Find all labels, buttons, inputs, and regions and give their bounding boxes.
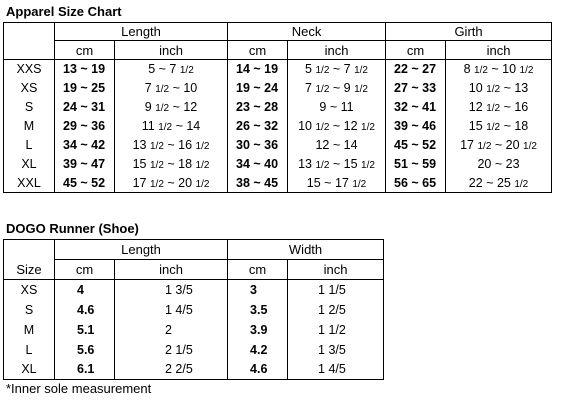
length-inch-header: inch bbox=[115, 41, 228, 60]
table-row bbox=[4, 136, 552, 155]
shoe-length-cm-value: 4 bbox=[55, 280, 115, 300]
neck-cm-value: 38 ~ 45 bbox=[228, 174, 288, 193]
shoe-width-inch-value: 1 2/5 bbox=[288, 300, 384, 320]
girth-cm-value: 39 ~ 46 bbox=[386, 117, 446, 136]
neck-cm-value: 30 ~ 36 bbox=[228, 136, 288, 155]
neck-cm-value: 14 ~ 19 bbox=[228, 60, 288, 79]
length-cm-value: 13 ~ 19 bbox=[55, 60, 115, 79]
length-cm-value: 34 ~ 42 bbox=[55, 136, 115, 155]
neck-inch-header: inch bbox=[288, 41, 386, 60]
shoe-width-cm-header: cm bbox=[228, 260, 288, 280]
length-cm-value: 39 ~ 47 bbox=[55, 155, 115, 174]
neck-inch-value: 9 ~ 11 bbox=[288, 98, 386, 117]
table-row bbox=[4, 155, 552, 174]
table-row bbox=[4, 60, 552, 79]
length-inch-value: 13 1/2 ~ 16 1/2 bbox=[115, 136, 228, 155]
size-label: XL bbox=[4, 360, 55, 380]
length-cm-header: cm bbox=[55, 41, 115, 60]
size-label: XL bbox=[4, 155, 55, 174]
length-inch-value: 17 1/2 ~ 20 1/2 bbox=[115, 174, 228, 193]
size-header-cell bbox=[4, 240, 55, 260]
girth-cm-value: 56 ~ 65 bbox=[386, 174, 446, 193]
length-inch-value: 5 ~ 7 1/2 bbox=[115, 60, 228, 79]
shoe-width-cm-value: 3 bbox=[228, 280, 288, 300]
shoe-length-group-header: Length bbox=[55, 240, 228, 260]
shoe-length-cm-value: 6.1 bbox=[55, 360, 115, 380]
table-row bbox=[4, 280, 384, 300]
table-row bbox=[4, 79, 552, 98]
length-inch-value: 9 1/2 ~ 12 bbox=[115, 98, 228, 117]
shoe-width-cm-value: 4.2 bbox=[228, 340, 288, 360]
shoe-length-cm-header: cm bbox=[55, 260, 115, 280]
shoe-width-inch-value: 1 1/5 bbox=[288, 280, 384, 300]
size-label: XXS bbox=[4, 60, 55, 79]
neck-group-header: Neck bbox=[228, 23, 386, 41]
shoe-width-cm-value: 3.5 bbox=[228, 300, 288, 320]
shoe-length-inch-value: 2 bbox=[115, 320, 228, 340]
girth-inch-value: 17 1/2 ~ 20 1/2 bbox=[446, 136, 552, 155]
shoe-length-inch-value: 2 2/5 bbox=[115, 360, 228, 380]
neck-inch-value: 5 1/2 ~ 7 1/2 bbox=[288, 60, 386, 79]
girth-cm-value: 27 ~ 33 bbox=[386, 79, 446, 98]
size-label: L bbox=[4, 136, 55, 155]
size-label: XS bbox=[4, 79, 55, 98]
neck-cm-value: 23 ~ 28 bbox=[228, 98, 288, 117]
shoe-size-table bbox=[3, 239, 384, 380]
girth-inch-value: 15 1/2 ~ 18 bbox=[446, 117, 552, 136]
neck-cm-header: cm bbox=[228, 41, 288, 60]
table-row bbox=[4, 300, 384, 320]
size-label: S bbox=[4, 300, 55, 320]
size-label: XXL bbox=[4, 174, 55, 193]
apparel-chart-title: Apparel Size Chart bbox=[6, 4, 122, 19]
shoe-width-group-header: Width bbox=[228, 240, 384, 260]
girth-cm-value: 45 ~ 52 bbox=[386, 136, 446, 155]
shoe-width-cm-value: 3.9 bbox=[228, 320, 288, 340]
shoe-length-inch-value: 2 1/5 bbox=[115, 340, 228, 360]
length-group-header: Length bbox=[55, 23, 228, 41]
shoe-width-inch-value: 1 1/2 bbox=[288, 320, 384, 340]
length-cm-value: 24 ~ 31 bbox=[55, 98, 115, 117]
neck-inch-value: 10 1/2 ~ 12 1/2 bbox=[288, 117, 386, 136]
table-row bbox=[4, 117, 552, 136]
girth-cm-header: cm bbox=[386, 41, 446, 60]
shoe-length-inch-value: 1 4/5 bbox=[115, 300, 228, 320]
shoe-width-inch-value: 1 4/5 bbox=[288, 360, 384, 380]
shoe-chart-title: DOGO Runner (Shoe) bbox=[6, 221, 139, 236]
neck-cm-value: 34 ~ 40 bbox=[228, 155, 288, 174]
shoe-length-inch-value: 1 3/5 bbox=[115, 280, 228, 300]
length-inch-value: 7 1/2 ~ 10 bbox=[115, 79, 228, 98]
length-cm-value: 19 ~ 25 bbox=[55, 79, 115, 98]
length-inch-value: 15 1/2 ~ 18 1/2 bbox=[115, 155, 228, 174]
size-column-header: Size bbox=[4, 260, 55, 280]
girth-group-header: Girth bbox=[386, 23, 552, 41]
length-cm-value: 29 ~ 36 bbox=[55, 117, 115, 136]
shoe-length-cm-value: 5.6 bbox=[55, 340, 115, 360]
girth-inch-value: 10 1/2 ~ 13 bbox=[446, 79, 552, 98]
neck-inch-value: 7 1/2 ~ 9 1/2 bbox=[288, 79, 386, 98]
table-row bbox=[4, 98, 552, 117]
neck-inch-value: 12 ~ 14 bbox=[288, 136, 386, 155]
girth-inch-header: inch bbox=[446, 41, 552, 60]
girth-inch-value: 20 ~ 23 bbox=[446, 155, 552, 174]
shoe-width-cm-value: 4.6 bbox=[228, 360, 288, 380]
table-row bbox=[4, 360, 384, 380]
neck-inch-value: 13 1/2 ~ 15 1/2 bbox=[288, 155, 386, 174]
size-label: XS bbox=[4, 280, 55, 300]
neck-cm-value: 26 ~ 32 bbox=[228, 117, 288, 136]
shoe-width-inch-header: inch bbox=[288, 260, 384, 280]
girth-inch-value: 22 ~ 25 1/2 bbox=[446, 174, 552, 193]
size-header-cell bbox=[4, 23, 55, 41]
shoe-length-cm-value: 5.1 bbox=[55, 320, 115, 340]
size-label: M bbox=[4, 117, 55, 136]
neck-inch-value: 15 ~ 17 1/2 bbox=[288, 174, 386, 193]
girth-inch-value: 8 1/2 ~ 10 1/2 bbox=[446, 60, 552, 79]
neck-cm-value: 19 ~ 24 bbox=[228, 79, 288, 98]
table-row bbox=[4, 340, 384, 360]
length-inch-value: 11 1/2 ~ 14 bbox=[115, 117, 228, 136]
size-label: L bbox=[4, 340, 55, 360]
length-cm-value: 45 ~ 52 bbox=[55, 174, 115, 193]
size-header-cell-lower bbox=[4, 41, 55, 60]
apparel-size-table bbox=[3, 22, 552, 193]
girth-cm-value: 51 ~ 59 bbox=[386, 155, 446, 174]
inner-sole-note: *Inner sole measurement bbox=[6, 381, 152, 396]
shoe-length-cm-value: 4.6 bbox=[55, 300, 115, 320]
shoe-length-inch-header: inch bbox=[115, 260, 228, 280]
shoe-width-inch-value: 1 3/5 bbox=[288, 340, 384, 360]
girth-cm-value: 32 ~ 41 bbox=[386, 98, 446, 117]
table-row bbox=[4, 320, 384, 340]
girth-inch-value: 12 1/2 ~ 16 bbox=[446, 98, 552, 117]
size-label: S bbox=[4, 98, 55, 117]
table-row bbox=[4, 174, 552, 193]
size-label: M bbox=[4, 320, 55, 340]
girth-cm-value: 22 ~ 27 bbox=[386, 60, 446, 79]
